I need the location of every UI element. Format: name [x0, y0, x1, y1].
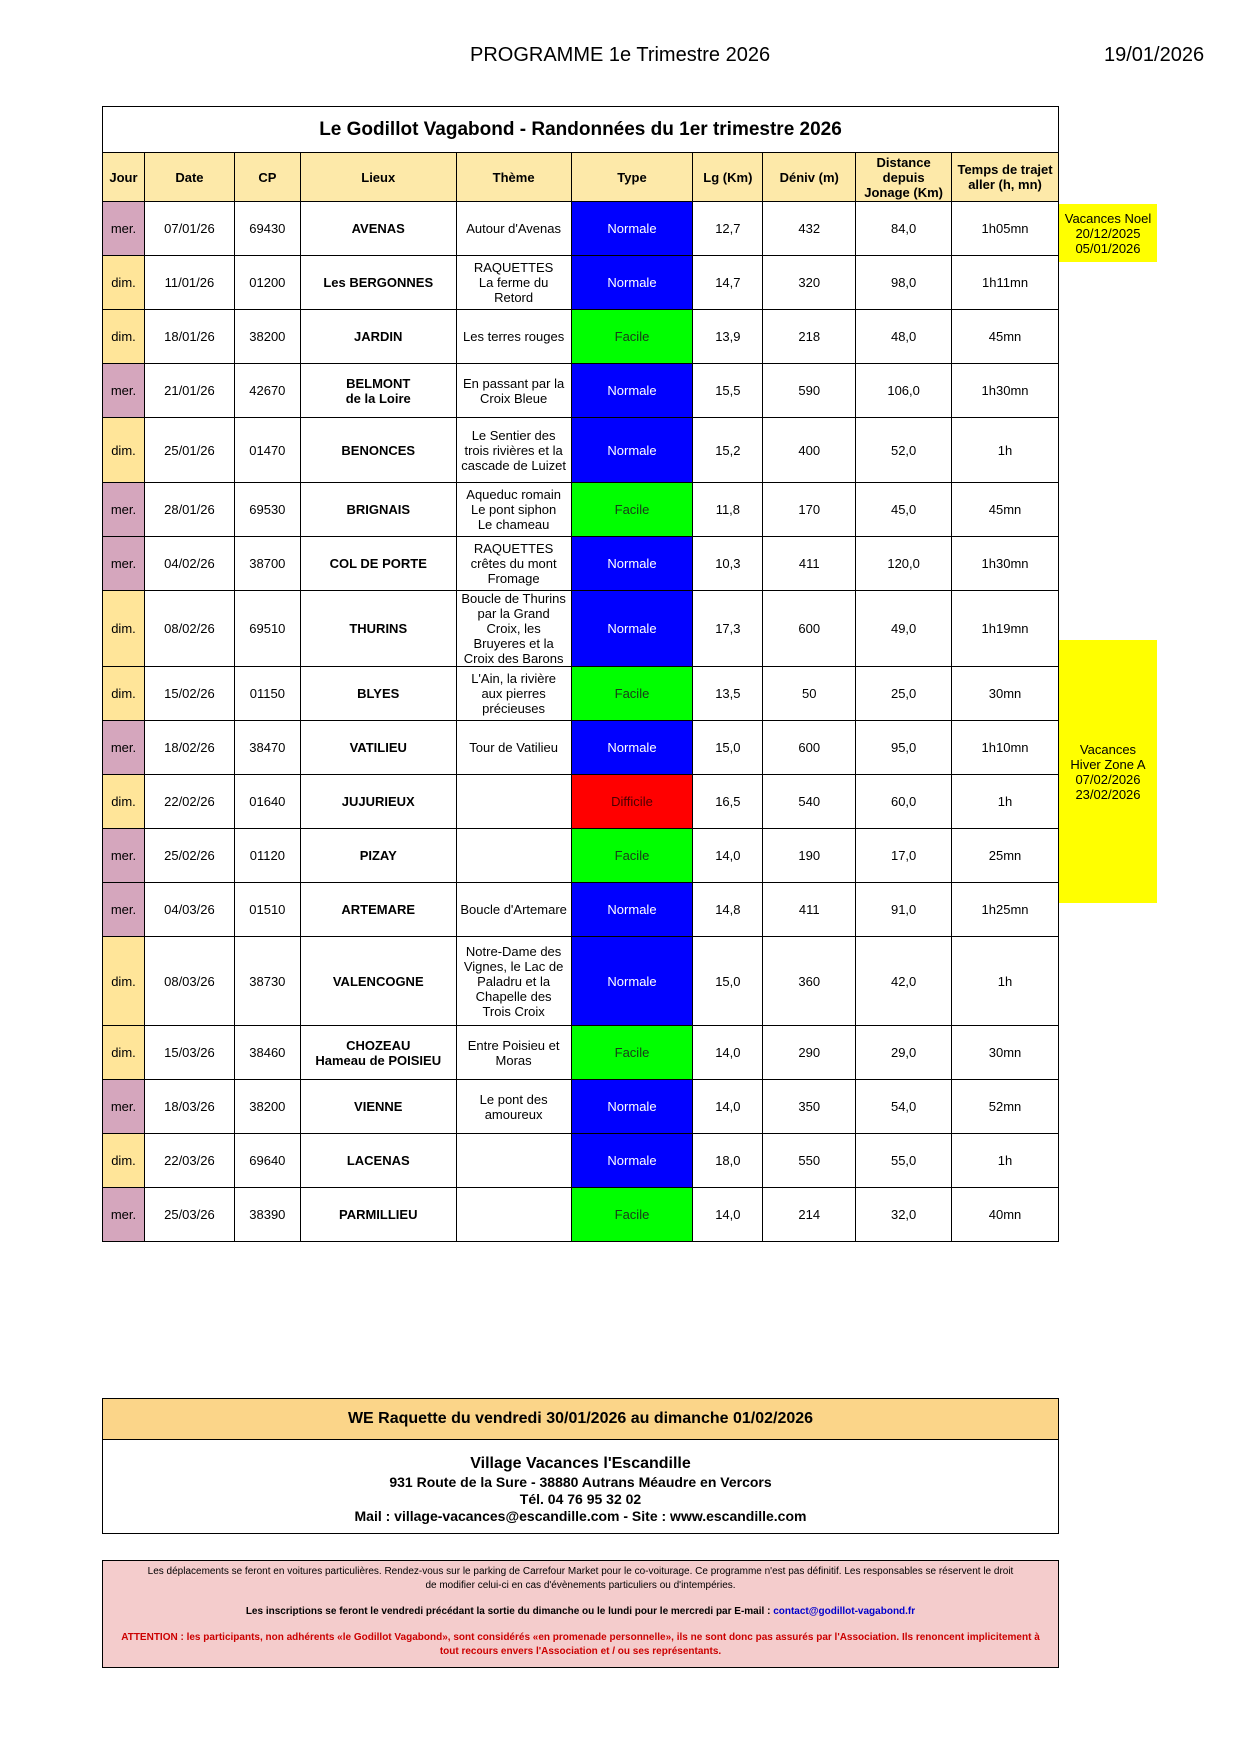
cell-theme: Autour d'Avenas	[456, 202, 571, 256]
cell-jour: dim.	[103, 418, 145, 483]
cell-dist: 106,0	[856, 364, 952, 418]
cell-date: 08/02/26	[144, 591, 234, 667]
column-header: CP	[234, 153, 300, 202]
cell-deniv: 540	[763, 775, 856, 829]
weekend-title: WE Raquette du vendredi 30/01/2026 au dimanche 01/02/2026	[103, 1399, 1058, 1440]
cell-lieu: ARTEMARE	[300, 883, 456, 937]
cell-lg: 15,0	[693, 721, 763, 775]
cell-theme: RAQUETTES La ferme du Retord	[456, 256, 571, 310]
cell-date: 18/01/26	[144, 310, 234, 364]
cell-dist: 95,0	[856, 721, 952, 775]
weekend-phone: Tél. 04 76 95 32 02	[519, 1491, 642, 1507]
cell-jour: dim.	[103, 256, 145, 310]
page-header-title: PROGRAMME 1e Trimestre 2026	[470, 44, 771, 66]
cell-jour: dim.	[103, 1134, 145, 1188]
cell-cp: 38200	[234, 310, 300, 364]
cell-jour: mer.	[103, 537, 145, 591]
table-row	[103, 883, 1059, 937]
table-row	[103, 418, 1059, 483]
column-header: Type	[571, 153, 693, 202]
weekend-contact: Mail : village-vacances@escandille.com - Site : www.escandille.com	[354, 1508, 807, 1524]
cell-type: Normale	[571, 418, 693, 483]
cell-theme: Tour de Vatilieu	[456, 721, 571, 775]
table-row	[103, 202, 1059, 256]
cell-dist: 49,0	[856, 591, 952, 667]
cell-theme: Les terres rouges	[456, 310, 571, 364]
table-row	[103, 364, 1059, 418]
column-header: Date	[144, 153, 234, 202]
vacances-line: Vacances	[1079, 741, 1137, 757]
cell-cp: 69640	[234, 1134, 300, 1188]
cell-dist: 48,0	[856, 310, 952, 364]
cell-deniv: 50	[763, 667, 856, 721]
cell-lg: 18,0	[693, 1134, 763, 1188]
cell-deniv: 214	[763, 1188, 856, 1242]
cell-jour: dim.	[103, 667, 145, 721]
table-row	[103, 1134, 1059, 1188]
cell-theme	[456, 1188, 571, 1242]
cell-lg: 14,8	[693, 883, 763, 937]
cell-deniv: 170	[763, 483, 856, 537]
cell-lg: 15,5	[693, 364, 763, 418]
table-row	[103, 1188, 1059, 1242]
cell-cp: 69530	[234, 483, 300, 537]
cell-dist: 25,0	[856, 667, 952, 721]
cell-deniv: 600	[763, 591, 856, 667]
vacances-line: Hiver Zone A	[1070, 756, 1146, 772]
notice-warning-2: tout recours envers l'Association et / ou ses représentants.	[439, 1646, 722, 1657]
cell-cp: 38700	[234, 537, 300, 591]
table-row	[103, 1080, 1059, 1134]
cell-lg: 13,9	[693, 310, 763, 364]
cell-jour: mer.	[103, 721, 145, 775]
vacances-line: 05/01/2026	[1075, 240, 1141, 256]
notice-line-2: de modifier celui-ci en cas d'évènements particuliers ou d'intempéries.	[425, 1580, 736, 1591]
cell-lg: 15,2	[693, 418, 763, 483]
cell-dist: 32,0	[856, 1188, 952, 1242]
cell-temps: 1h05mn	[952, 202, 1059, 256]
cell-lg: 13,5	[693, 667, 763, 721]
cell-type: Facile	[571, 1188, 693, 1242]
column-header: Lg (Km)	[693, 153, 763, 202]
cell-date: 04/03/26	[144, 883, 234, 937]
cell-temps: 1h	[952, 937, 1059, 1026]
cell-cp: 38200	[234, 1080, 300, 1134]
cell-cp: 69510	[234, 591, 300, 667]
cell-type: Difficile	[571, 775, 693, 829]
cell-jour: mer.	[103, 483, 145, 537]
cell-jour: mer.	[103, 883, 145, 937]
cell-date: 08/03/26	[144, 937, 234, 1026]
cell-jour: mer.	[103, 364, 145, 418]
cell-lieu: VALENCOGNE	[300, 937, 456, 1026]
column-header: Thème	[456, 153, 571, 202]
table-row	[103, 483, 1059, 537]
cell-deniv: 360	[763, 937, 856, 1026]
cell-theme	[456, 829, 571, 883]
cell-lg: 14,0	[693, 829, 763, 883]
table-row	[103, 591, 1059, 667]
cell-cp: 01150	[234, 667, 300, 721]
notice-inscriptions	[106, 1605, 1055, 1619]
cell-dist: 54,0	[856, 1080, 952, 1134]
cell-temps: 45mn	[952, 310, 1059, 364]
weekend-box	[102, 1398, 1059, 1534]
cell-lg: 14,7	[693, 256, 763, 310]
cell-deniv: 600	[763, 721, 856, 775]
cell-dist: 29,0	[856, 1026, 952, 1080]
cell-cp: 42670	[234, 364, 300, 418]
cell-theme: Boucle de Thurins par la Grand Croix, les Bruyeres et la Croix des Barons	[456, 591, 571, 667]
cell-theme	[456, 775, 571, 829]
cell-type: Normale	[571, 883, 693, 937]
cell-type: Facile	[571, 310, 693, 364]
cell-temps: 45mn	[952, 483, 1059, 537]
cell-cp: 01120	[234, 829, 300, 883]
cell-cp: 01470	[234, 418, 300, 483]
vacances-line: 07/02/2026	[1075, 771, 1141, 787]
cell-deniv: 550	[763, 1134, 856, 1188]
cell-lieu: CHOZEAU Hameau de POISIEU	[300, 1026, 456, 1080]
cell-dist: 17,0	[856, 829, 952, 883]
cell-jour: dim.	[103, 310, 145, 364]
cell-temps: 1h19mn	[952, 591, 1059, 667]
cell-lieu: COL DE PORTE	[300, 537, 456, 591]
cell-temps: 1h	[952, 1134, 1059, 1188]
cell-type: Normale	[571, 937, 693, 1026]
weekend-venue-name: Village Vacances l'Escandille	[470, 1455, 691, 1472]
cell-theme: Aqueduc romain Le pont siphon Le chameau	[456, 483, 571, 537]
cell-type: Normale	[571, 537, 693, 591]
vacances-line: 20/12/2025	[1075, 225, 1141, 241]
cell-date: 28/01/26	[144, 483, 234, 537]
cell-cp: 38460	[234, 1026, 300, 1080]
cell-deniv: 190	[763, 829, 856, 883]
cell-theme: RAQUETTES crêtes du mont Fromage	[456, 537, 571, 591]
table-row	[103, 256, 1059, 310]
cell-temps: 30mn	[952, 1026, 1059, 1080]
cell-lg: 12,7	[693, 202, 763, 256]
column-header: Temps de trajet aller (h, mn)	[952, 153, 1059, 202]
cell-lieu: BENONCES	[300, 418, 456, 483]
cell-theme	[456, 1134, 571, 1188]
cell-temps: 25mn	[952, 829, 1059, 883]
column-header: Distance depuis Jonage (Km)	[856, 153, 952, 202]
cell-type: Facile	[571, 667, 693, 721]
cell-temps: 1h11mn	[952, 256, 1059, 310]
cell-theme: Le Sentier des trois rivières et la cascade de Luizet	[456, 418, 571, 483]
cell-deniv: 432	[763, 202, 856, 256]
vacances-line: 23/02/2026	[1075, 786, 1141, 802]
cell-lieu: JARDIN	[300, 310, 456, 364]
vacances-noel-note	[1059, 204, 1157, 262]
program-table-block	[102, 106, 1059, 1366]
cell-deniv: 290	[763, 1026, 856, 1080]
cell-jour: mer.	[103, 1080, 145, 1134]
cell-lg: 14,0	[693, 1080, 763, 1134]
cell-dist: 60,0	[856, 775, 952, 829]
cell-temps: 1h	[952, 418, 1059, 483]
cell-lieu: LACENAS	[300, 1134, 456, 1188]
cell-cp: 69430	[234, 202, 300, 256]
cell-cp: 38470	[234, 721, 300, 775]
cell-theme: Boucle d'Artemare	[456, 883, 571, 937]
cell-temps: 30mn	[952, 667, 1059, 721]
cell-lieu: JUJURIEUX	[300, 775, 456, 829]
cell-jour: dim.	[103, 1026, 145, 1080]
cell-date: 25/01/26	[144, 418, 234, 483]
cell-temps: 1h30mn	[952, 537, 1059, 591]
cell-cp: 01200	[234, 256, 300, 310]
cell-date: 15/03/26	[144, 1026, 234, 1080]
cell-date: 11/01/26	[144, 256, 234, 310]
cell-deniv: 350	[763, 1080, 856, 1134]
cell-deniv: 218	[763, 310, 856, 364]
cell-dist: 55,0	[856, 1134, 952, 1188]
notice-warning-1: ATTENTION : les participants, non adhérents «le Godillot Vagabond», sont considérés «en promenade personnelle», ils ne sont donc pas assurés par l'Association. Ils renoncent implicitement à	[121, 1632, 1040, 1643]
cell-lieu: PIZAY	[300, 829, 456, 883]
cell-dist: 42,0	[856, 937, 952, 1026]
cell-jour: mer.	[103, 202, 145, 256]
cell-type: Facile	[571, 829, 693, 883]
page-header-date: 19/01/2026	[1104, 44, 1205, 66]
cell-cp: 01640	[234, 775, 300, 829]
cell-type: Normale	[571, 364, 693, 418]
cell-theme: Entre Poisieu et Moras	[456, 1026, 571, 1080]
cell-date: 25/03/26	[144, 1188, 234, 1242]
cell-lieu: BELMONT de la Loire	[300, 364, 456, 418]
cell-theme: En passant par la Croix Bleue	[456, 364, 571, 418]
cell-lg: 14,0	[693, 1026, 763, 1080]
cell-temps: 52mn	[952, 1080, 1059, 1134]
cell-type: Normale	[571, 1134, 693, 1188]
cell-temps: 1h10mn	[952, 721, 1059, 775]
cell-lg: 15,0	[693, 937, 763, 1026]
cell-cp: 38390	[234, 1188, 300, 1242]
table-title: Le Godillot Vagabond - Randonnées du 1er trimestre 2026	[102, 106, 1059, 154]
cell-temps: 40mn	[952, 1188, 1059, 1242]
table-row	[103, 775, 1059, 829]
notice-inscriptions-text: Les inscriptions se feront le vendredi précédant la sortie du dimanche ou le lundi pour le mercredi par E-mail :	[245, 1606, 771, 1617]
cell-lieu: Les BERGONNES	[300, 256, 456, 310]
cell-lieu: VIENNE	[300, 1080, 456, 1134]
cell-jour: dim.	[103, 775, 145, 829]
cell-temps: 1h30mn	[952, 364, 1059, 418]
cell-jour: mer.	[103, 1188, 145, 1242]
cell-temps: 1h	[952, 775, 1059, 829]
cell-type: Normale	[571, 202, 693, 256]
table-row	[103, 1026, 1059, 1080]
notice-line-1: Les déplacements se feront en voitures particulières. Rendez-vous sur le parking de Carrefour Market pour le co-voiturage. Ce programme n'est pas définitif. Les responsables se réservent le droit	[147, 1566, 1014, 1577]
weekend-address: 931 Route de la Sure - 38880 Autrans Méaudre en Vercors	[389, 1474, 772, 1490]
cell-type: Normale	[571, 721, 693, 775]
cell-cp: 38730	[234, 937, 300, 1026]
cell-lieu: THURINS	[300, 591, 456, 667]
cell-deniv: 400	[763, 418, 856, 483]
cell-type: Normale	[571, 1080, 693, 1134]
cell-date: 22/03/26	[144, 1134, 234, 1188]
table-row	[103, 667, 1059, 721]
cell-dist: 52,0	[856, 418, 952, 483]
cell-jour: dim.	[103, 591, 145, 667]
cell-deniv: 411	[763, 537, 856, 591]
cell-date: 04/02/26	[144, 537, 234, 591]
table-row	[103, 310, 1059, 364]
cell-cp: 01510	[234, 883, 300, 937]
cell-temps: 1h25mn	[952, 883, 1059, 937]
table-row	[103, 721, 1059, 775]
cell-deniv: 411	[763, 883, 856, 937]
table-row	[103, 829, 1059, 883]
cell-date: 25/02/26	[144, 829, 234, 883]
column-header: Jour	[103, 153, 145, 202]
cell-theme: Le pont des amoureux	[456, 1080, 571, 1134]
column-header: Déniv (m)	[763, 153, 856, 202]
cell-lieu: PARMILLIEU	[300, 1188, 456, 1242]
cell-dist: 45,0	[856, 483, 952, 537]
cell-dist: 91,0	[856, 883, 952, 937]
cell-deniv: 590	[763, 364, 856, 418]
table-row	[103, 937, 1059, 1026]
cell-type: Facile	[571, 483, 693, 537]
column-header: Lieux	[300, 153, 456, 202]
cell-lg: 17,3	[693, 591, 763, 667]
cell-lg: 10,3	[693, 537, 763, 591]
cell-date: 07/01/26	[144, 202, 234, 256]
table-header-row	[103, 153, 1059, 202]
cell-theme: Notre-Dame des Vignes, le Lac de Paladru et la Chapelle des Trois Croix	[456, 937, 571, 1026]
cell-lieu: AVENAS	[300, 202, 456, 256]
cell-deniv: 320	[763, 256, 856, 310]
cell-lg: 16,5	[693, 775, 763, 829]
table-row	[103, 537, 1059, 591]
cell-type: Normale	[571, 591, 693, 667]
cell-type: Normale	[571, 256, 693, 310]
cell-jour: dim.	[103, 937, 145, 1026]
vacances-line: Vacances Noel	[1064, 210, 1152, 226]
cell-lieu: BLYES	[300, 667, 456, 721]
cell-type: Facile	[571, 1026, 693, 1080]
cell-lieu: BRIGNAIS	[300, 483, 456, 537]
cell-theme: L'Ain, la rivière aux pierres précieuses	[456, 667, 571, 721]
contact-email-link[interactable]: contact@godillot-vagabond.fr	[773, 1606, 916, 1617]
program-table	[102, 152, 1059, 1242]
cell-lieu: VATILIEU	[300, 721, 456, 775]
cell-date: 18/02/26	[144, 721, 234, 775]
cell-dist: 98,0	[856, 256, 952, 310]
cell-date: 18/03/26	[144, 1080, 234, 1134]
cell-date: 15/02/26	[144, 667, 234, 721]
cell-jour: mer.	[103, 829, 145, 883]
cell-date: 22/02/26	[144, 775, 234, 829]
cell-dist: 120,0	[856, 537, 952, 591]
cell-lg: 14,0	[693, 1188, 763, 1242]
cell-date: 21/01/26	[144, 364, 234, 418]
vacances-hiver-note	[1059, 640, 1157, 903]
notice-box	[102, 1560, 1059, 1668]
cell-dist: 84,0	[856, 202, 952, 256]
cell-lg: 11,8	[693, 483, 763, 537]
